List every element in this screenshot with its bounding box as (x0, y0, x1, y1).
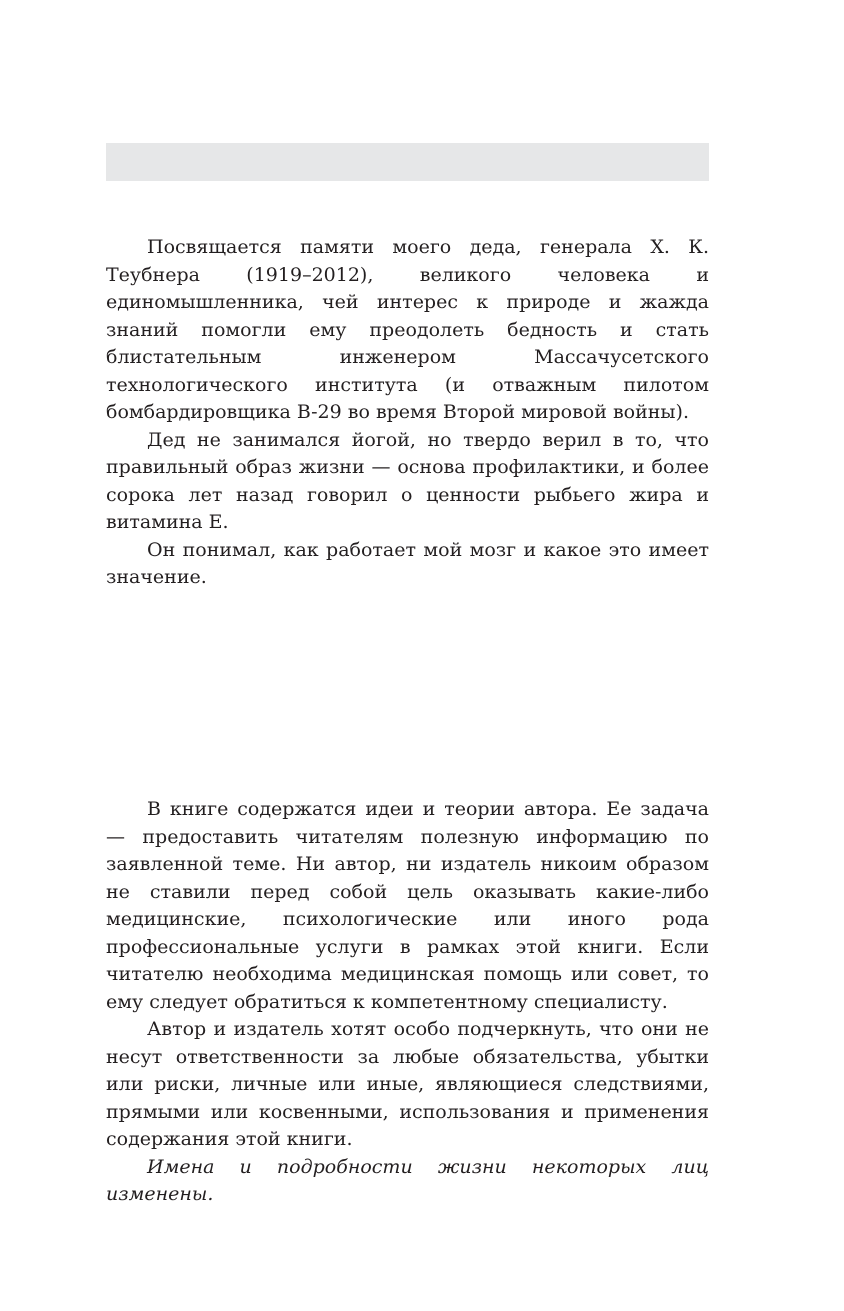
dedication-paragraph: Он понимал, как работает мой мозг и какое это имеет значение. (106, 538, 709, 588)
header-bar (106, 143, 709, 181)
dedication-paragraph: Посвящается памяти моего деда, генерала Х. К. Теубнера (1919–2012), великого человека и единомышленника, чей интерес к природе и жажда знаний помогли ему преодолеть бедность и стать блистательным инженером Массачусетского технологического института (и отважным пилотом бомбардировщика B-29 во время Второй мировой войны). (106, 236, 709, 423)
dedication-section (106, 234, 709, 592)
disclaimer-paragraph: Автор и издатель хотят особо подчеркнуть, что они не несут ответственности за любые обязательства, убытки или риски, личные или иные, являющиеся следствиями, прямыми или косвенными, использования и применения содержания этой книги. (106, 1018, 709, 1150)
disclaimer-note: Имена и подробности жизни некоторых лиц изменены. (106, 1155, 709, 1205)
dedication-paragraph: Дед не занимался йогой, но твердо верил в то, что правильный образ жизни — основа профилактики, и более сорока лет назад говорил о ценности рыбьего жира и витамина E. (106, 428, 709, 533)
disclaimer-paragraph: В книге содержатся идеи и теории автора. Ее задача — предоставить читателям полезную информацию по заявленной теме. Ни автор, ни издатель никоим образом не ставили перед собой цель оказывать какие-либо медицинские, психологические или иного рода профессиональные услуги в рамках этой книги. Если читателю необходима медицинская помощь или совет, то ему следует обратиться к компетентному специалисту. (106, 798, 709, 1013)
disclaimer-section (106, 796, 709, 1209)
